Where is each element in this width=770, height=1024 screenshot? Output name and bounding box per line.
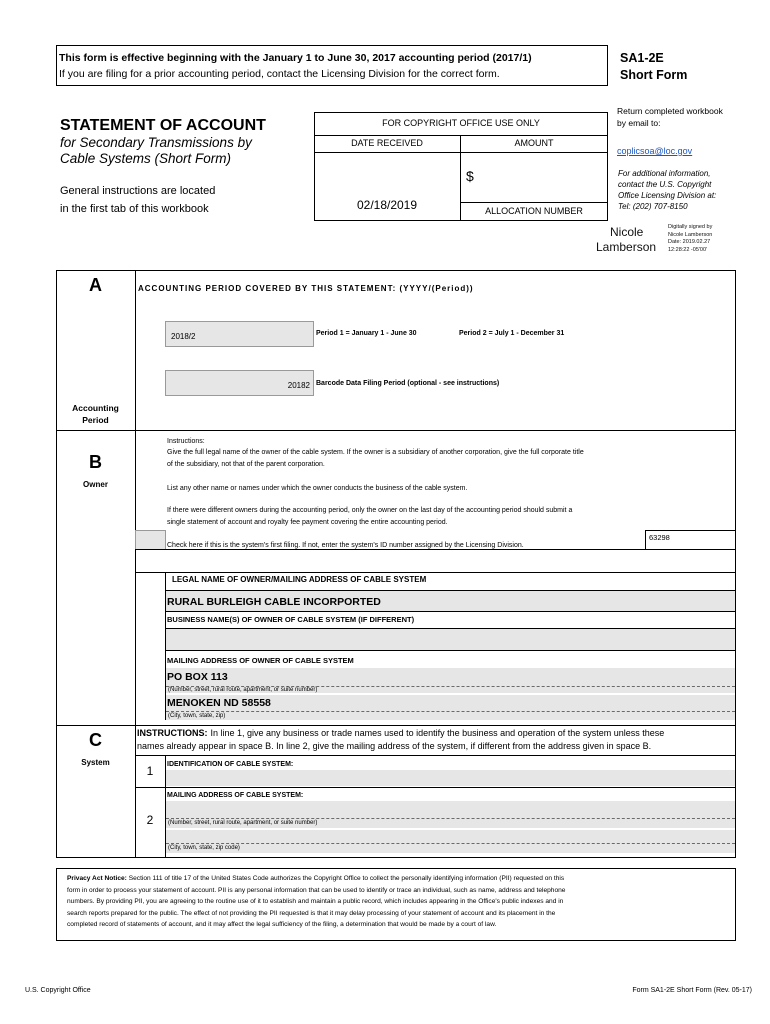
legal-name-value: RURAL BURLEIGH CABLE INCORPORTED	[167, 596, 381, 608]
section-c-instructions-line2: names already appear in space B. In line 2, give the mailing address of the system, if different from the address given in space B.	[137, 741, 652, 751]
divider	[460, 202, 608, 203]
footer-form-revision: Form SA1-2E Short Form (Rev. 05-17)	[632, 987, 752, 994]
allocation-number-label: ALLOCATION NUMBER	[485, 206, 583, 216]
signature-detail: Digitally signed by	[668, 224, 713, 230]
system-id-input[interactable]	[645, 530, 736, 550]
divider	[165, 650, 736, 651]
section-c-instructions-line1	[137, 729, 664, 738]
signature-name-last: Lamberson	[596, 240, 657, 254]
divider	[135, 572, 736, 573]
instruction-line: single statement of account and royalty fee payment covering the entire accounting period.	[167, 519, 448, 526]
divider	[166, 711, 735, 712]
section-c-instructions-label: INSTRUCTIONS:	[137, 728, 208, 738]
system-city-hint: (City, town, state, zip code)	[168, 845, 240, 851]
contact-info-line: For additional information,	[618, 169, 711, 178]
section-a-label-line1: Accounting	[72, 403, 119, 413]
period2-note: Period 2 = July 1 - December 31	[459, 330, 565, 337]
page-subtitle-line1: for Secondary Transmissions by	[60, 135, 252, 150]
signature-name-first: Nicole	[610, 225, 644, 239]
accounting-period-input[interactable]	[165, 321, 314, 347]
general-instructions-line1: General instructions are located	[60, 185, 216, 197]
divider	[56, 430, 736, 431]
system-identification-input[interactable]	[166, 770, 735, 786]
section-b-instructions-heading: Instructions:	[167, 438, 205, 445]
signature-date: Date: 2019.02.27	[668, 239, 711, 245]
page-subtitle-line2: Cable Systems (Short Form)	[60, 151, 232, 166]
contact-info-line: contact the U.S. Copyright	[618, 180, 712, 189]
owner-mailing-address-label: MAILING ADDRESS OF OWNER OF CABLE SYSTEM	[167, 656, 354, 665]
instruction-line: If there were different owners during the accounting period, only the owner on the last day of the accounting period should submit a	[167, 507, 573, 514]
date-received-value: 02/18/2019	[356, 198, 418, 212]
privacy-line	[67, 876, 564, 883]
prior-period-text: If you are filing for a prior accounting period, contact the Licensing Division for the correct form.	[59, 68, 500, 80]
privacy-text: Section 111 of title 17 of the United States Code authorizes the Copyright Office to collect the personally identifying information (PII) requested on this	[128, 875, 565, 882]
privacy-line: search reports prepared for the public. The effect of not providing the PII requested is that it may delay processing of your statement of account and its placement in the	[67, 910, 556, 917]
section-b-label: Owner	[83, 480, 108, 489]
divider	[314, 152, 608, 153]
system-id-value: 63298	[649, 533, 670, 542]
contact-phone: Tel: (202) 707-8150	[618, 202, 688, 211]
section-c-instructions-text: In line 1, give any business or trade names used to identify the business and operation of the system unless these	[210, 728, 665, 738]
owner-city-input[interactable]	[166, 695, 735, 720]
instruction-line: List any other name or names under which the owner conducts the business of the cable system.	[167, 485, 468, 492]
section-c-letter: C	[89, 730, 102, 750]
first-filing-checkbox[interactable]	[135, 530, 166, 550]
period1-note: Period 1 = January 1 - June 30	[316, 330, 417, 337]
barcode-period-note: Barcode Data Filing Period (optional - see instructions)	[316, 380, 500, 387]
business-name-input[interactable]	[166, 629, 735, 650]
line-2-number: 2	[146, 813, 154, 827]
divider	[314, 135, 608, 136]
accounting-period-value: 2018/2	[171, 332, 196, 341]
barcode-period-value: 20182	[287, 381, 310, 390]
system-street-hint: (Number, street, rural route, apartment, or suite number)	[168, 820, 318, 826]
first-filing-text: Check here if this is the system's first filing. If not, enter the system's ID number assigned by the Licensing Division.	[167, 542, 524, 549]
date-received-label: DATE RECEIVED	[351, 138, 423, 148]
instruction-line: of the subsidiary, not that of the parent corporation.	[167, 461, 325, 468]
privacy-line: form in order to process your statement of account. PII is any personal information that can be used to identify or trace an individual, such as name, address and telephone	[67, 887, 566, 894]
signature-time: 12:28:22 -05'00'	[668, 247, 708, 253]
owner-city-value: MENOKEN ND 58558	[167, 697, 271, 709]
privacy-label: Privacy Act Notice:	[67, 875, 127, 882]
legal-name-label: LEGAL NAME OF OWNER/MAILING ADDRESS OF CABLE SYSTEM	[172, 575, 427, 584]
identification-label: IDENTIFICATION OF CABLE SYSTEM:	[167, 761, 294, 768]
general-instructions-line2: in the first tab of this workbook	[60, 203, 209, 215]
section-a-label-line2: Period	[82, 415, 109, 425]
divider	[166, 818, 735, 819]
return-instructions-line2: by email to:	[617, 118, 661, 128]
owner-street-hint: (Number, street, rural route, apartment, or suite number)	[168, 687, 318, 693]
divider	[135, 549, 736, 550]
section-c-label: System	[81, 758, 110, 767]
divider	[135, 787, 736, 788]
divider	[165, 611, 736, 612]
office-use-heading: FOR COPYRIGHT OFFICE USE ONLY	[382, 118, 540, 128]
section-b-letter: B	[89, 452, 102, 472]
section-a-heading: ACCOUNTING PERIOD COVERED BY THIS STATEMENT: (YYYY/(Period))	[138, 284, 474, 293]
privacy-line: numbers. By providing PII, you are agreeing to the routine use of it to establish and maintain a public record, which includes appearing in the Office's public indexes and in	[67, 898, 564, 905]
barcode-period-input[interactable]	[165, 370, 314, 396]
system-mailing-address-label: MAILING ADDRESS OF CABLE SYSTEM:	[167, 792, 304, 799]
page-title: STATEMENT OF ACCOUNT	[60, 117, 266, 134]
contact-email-link[interactable]: coplicsoa@loc.gov	[617, 146, 693, 156]
divider	[56, 725, 736, 726]
signature-detail: Nicole Lamberson	[668, 232, 713, 238]
contact-info-line: Office Licensing Division at:	[618, 191, 717, 200]
legal-name-input[interactable]	[166, 591, 735, 611]
divider	[135, 755, 736, 756]
owner-street-value: PO BOX 113	[167, 671, 228, 683]
footer-office-name: U.S. Copyright Office	[25, 987, 91, 994]
return-instructions-line1: Return completed workbook	[617, 106, 723, 116]
effective-period-text: This form is effective beginning with the January 1 to June 30, 2017 accounting period (2017/1)	[59, 52, 532, 64]
amount-value: $	[466, 168, 474, 184]
form-id: SA1-2E	[620, 51, 664, 65]
form-variant: Short Form	[620, 68, 688, 82]
section-a-letter: A	[89, 275, 102, 295]
amount-label: AMOUNT	[514, 138, 554, 148]
line-1-number: 1	[146, 764, 154, 778]
instruction-line: Give the full legal name of the owner of the cable system. If the owner is a subsidiary of another corporation, give the full corporate title	[167, 449, 584, 456]
business-name-label: BUSINESS NAME(S) OF OWNER OF CABLE SYSTEM (IF DIFFERENT)	[167, 615, 415, 624]
divider	[166, 843, 735, 844]
privacy-line: completed record of statements of account, and it may affect the legal sufficiency of the filing, a determination that would be made by a court of law.	[67, 921, 497, 928]
system-city-input[interactable]	[166, 830, 735, 853]
owner-city-hint: (City, town, state, zip)	[168, 713, 226, 719]
